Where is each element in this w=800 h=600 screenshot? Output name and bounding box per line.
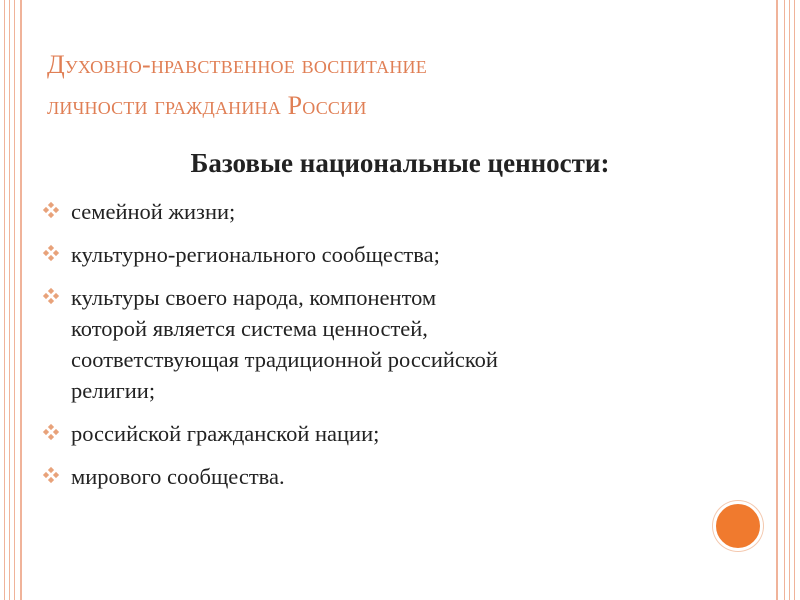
diamond-dots-icon: [41, 287, 61, 307]
list-item: [40, 418, 740, 449]
left-frame: [0, 0, 22, 600]
right-frame-stripe: [789, 0, 790, 600]
accent-circle: [713, 501, 763, 551]
values-list: [40, 196, 740, 504]
slide-title: [47, 44, 747, 126]
right-frame-stripe: [794, 0, 795, 600]
list-item-text-line: культуры своего народа, компонентом: [71, 285, 437, 310]
list-item-text-line: религии;: [71, 378, 156, 403]
diamond-dots-icon: [41, 466, 61, 486]
list-item-text-line: мирового сообщества.: [71, 464, 285, 489]
right-frame-stripe: [784, 0, 785, 600]
left-frame-stripe: [4, 0, 5, 600]
list-item: [40, 461, 740, 492]
slide-title-line: личности гражданина России: [47, 91, 367, 120]
diamond-dots-icon: [41, 423, 61, 443]
left-frame-stripe: [14, 0, 15, 600]
diamond-dots-icon: [41, 244, 61, 264]
list-item: [40, 196, 740, 227]
list-item-text-line: культурно-регионального сообщества;: [71, 242, 440, 267]
list-item: [40, 282, 740, 406]
slide-subtitle: Базовые национальные ценности:: [190, 148, 610, 178]
list-item-text-line: семейной жизни;: [71, 199, 236, 224]
list-item: [40, 239, 740, 270]
left-frame-stripe: [9, 0, 10, 600]
list-item-text-line: соответствующая традиционной российской: [71, 347, 498, 372]
slide-title-line: Духовно-нравственное воспитание: [47, 50, 427, 79]
diamond-dots-icon: [41, 201, 61, 221]
right-frame: [776, 0, 800, 600]
list-item-text-line: которой является система ценностей,: [71, 316, 428, 341]
list-item-text-line: российской гражданской нации;: [71, 421, 380, 446]
